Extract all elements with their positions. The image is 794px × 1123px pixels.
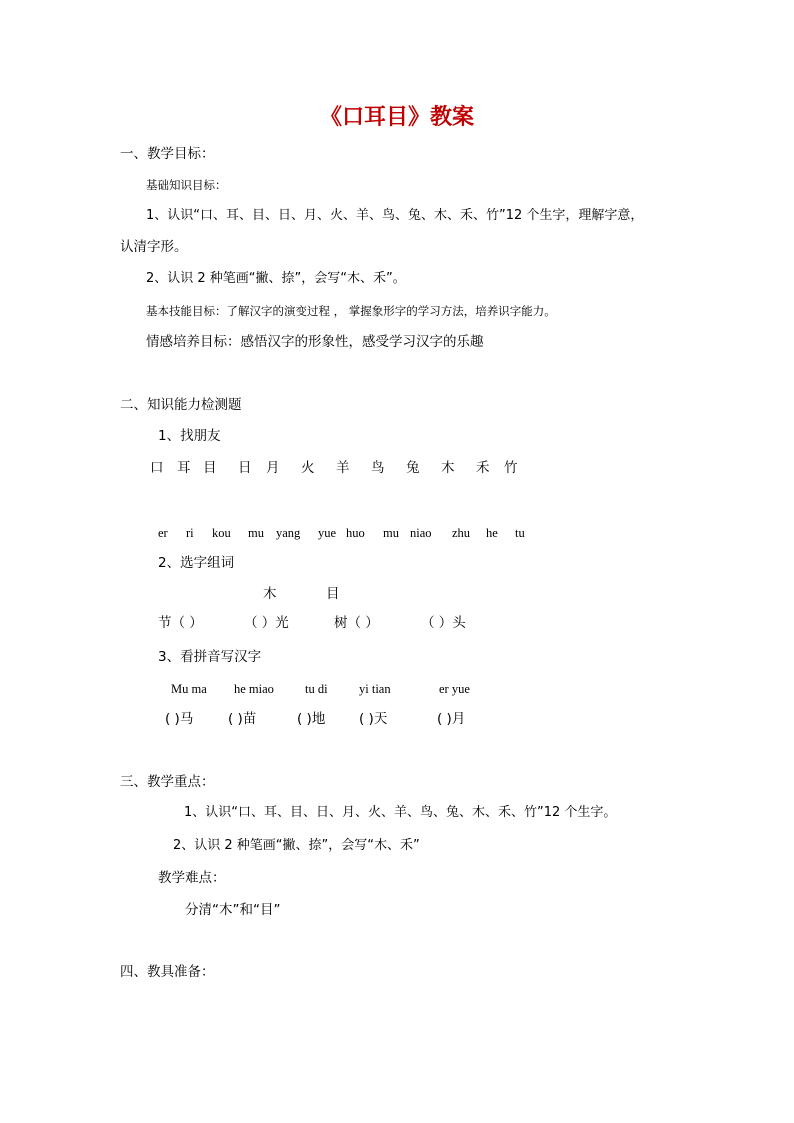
knowledge-item-1: 1、认识“口、耳、目、日、月、火、羊、鸟、兔、木、禾、竹”12 个生字，理解字意， [146,208,644,223]
q2-blank: 节（ ） [158,615,203,631]
q3-pinyin: yi tian [359,682,391,696]
q3-blank: ( )地 [297,711,326,727]
q1-char: 竹 [504,460,518,476]
q1-pinyin: mu [383,526,399,540]
q3-blank: ( )天 [359,711,388,727]
section2-heading: 二、知识能力检测题 [120,397,242,413]
emotion-goal: 情感培养目标：感悟汉字的形象性，感受学习汉字的乐趣 [146,334,484,350]
q1-char: 火 [301,460,315,476]
q1-char: 月 [266,460,280,476]
q3-pinyin: he miao [234,682,274,696]
q3-blank: ( )苗 [228,711,257,727]
q1-pinyin: yang [276,526,301,540]
q1-pinyin: er [158,526,168,540]
q1-char: 鸟 [371,460,385,476]
q1-pinyin: tu [515,526,525,540]
q3-pinyin: tu di [305,682,328,696]
skill-goal: 基本技能目标：了解汉字的演变过程 ， 掌握象形字的学习方法，培养识字能力。 [146,304,556,318]
q1-pinyin: huo [346,526,365,540]
question-2-label: 2、选字组词 [158,555,235,571]
q1-pinyin: yue [318,526,337,540]
key-point-1: 1、认识“口、耳、目、日、月、火、羊、鸟、兔、木、禾、竹”12 个生字。 [184,805,617,820]
section4-heading: 四、教具准备： [120,964,215,980]
q2-option: 木 [263,586,277,602]
q1-char: 羊 [336,460,350,476]
q1-char: 禾 [476,460,490,476]
q1-pinyin: he [486,526,498,540]
q1-pinyin: niao [410,526,432,540]
knowledge-item-1-cont: 认清字形。 [120,239,188,255]
q1-pinyin: zhu [452,526,471,540]
basic-knowledge-label: 基础知识目标： [146,178,227,192]
q1-char: 兔 [406,460,420,476]
q1-pinyin: kou [212,526,231,540]
q1-char: 木 [441,460,455,476]
q1-char: 口 [150,460,164,476]
q1-pinyin: ri [186,526,194,540]
knowledge-item-2: 2、认识 2 种笔画“撇、捺”，会写“木、禾”。 [146,271,406,286]
q2-blank: 树（ ） [334,615,379,631]
q3-blank: ( )马 [165,711,194,727]
section3-heading: 三、教学重点： [120,774,215,790]
page-title: 《口耳目》教案 [319,104,474,130]
q1-char: 耳 [177,460,191,476]
q2-blank: （ ）光 [244,615,289,631]
q1-pinyin: mu [248,526,264,540]
question-3-label: 3、看拼音写汉字 [158,649,262,665]
q3-pinyin: er yue [439,682,470,696]
q3-blank: ( )月 [437,711,466,727]
section1-heading: 一、教学目标： [120,146,215,162]
q1-char: 目 [203,460,217,476]
q2-blank: （ ）头 [421,615,466,631]
q1-char: 日 [238,460,252,476]
question-1-label: 1、找朋友 [158,428,221,444]
difficulty-text: 分清“木”和“目” [185,902,281,918]
difficulty-heading: 教学难点： [158,870,226,886]
q3-pinyin: Mu ma [171,682,207,696]
q2-option: 目 [326,586,340,602]
key-point-2: 2、认识 2 种笔画“撇、捺”，会写“木、禾” [173,838,420,853]
